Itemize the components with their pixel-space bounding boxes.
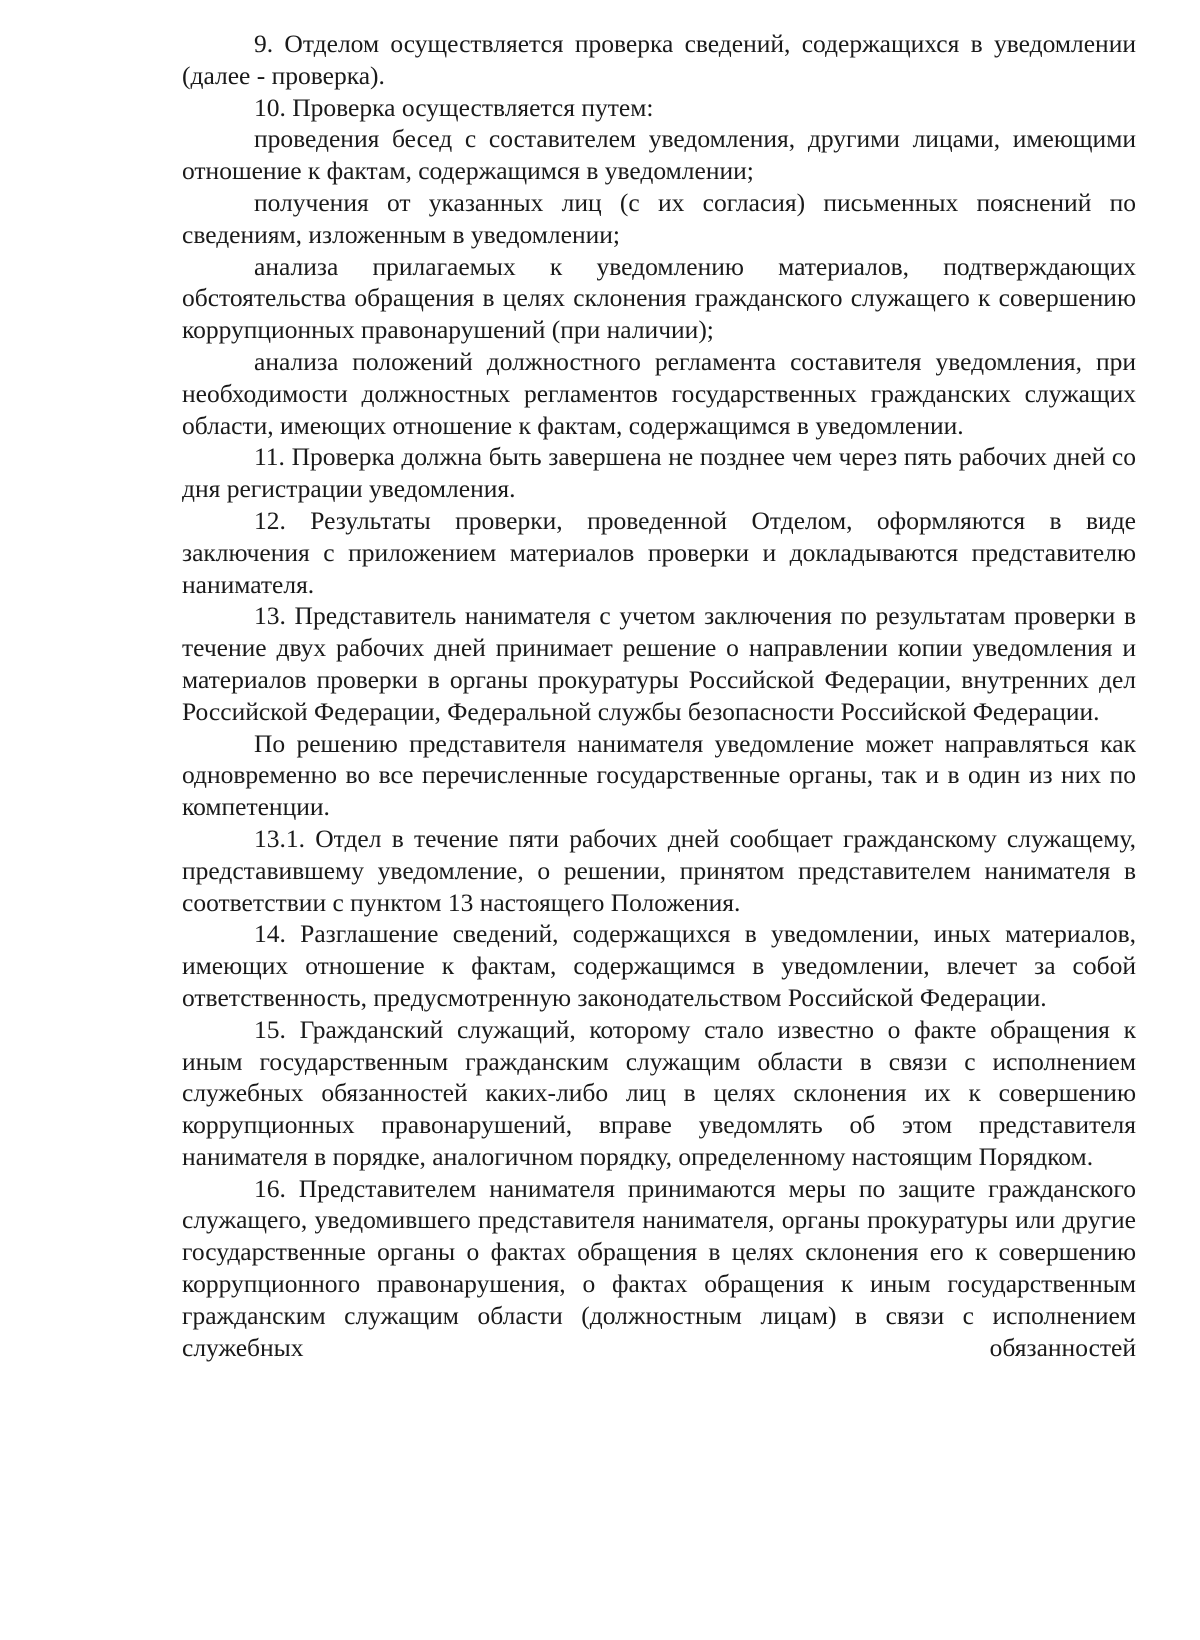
paragraph-13-continuation: По решению представителя нанимателя уведомление может направляться как одновременно во все перечисленные государственные органы, так и в один из них по компетенции.	[182, 728, 1136, 822]
paragraph-11: 11. Проверка должна быть завершена не позднее чем через пять рабочих дней со дня регистрации уведомления.	[182, 442, 1136, 504]
paragraph-15: 15. Гражданский служащий, которому стало известно о факте обращения к иным государственным гражданским служащим области в связи с исполнением служебных обязанностей каких-либо лиц в целях склонения их к совершению коррупционных правонарушений, вправе уведомлять об этом представителя нанимателя в порядке, аналогичном порядку, определенному настоящим Порядком.	[182, 1014, 1136, 1171]
paragraph-10-item-1: проведения бесед с составителем уведомления, другими лицами, имеющими отношение к фактам, содержащимся в уведомлении;	[182, 124, 1136, 186]
paragraph-10-item-3: анализа прилагаемых к уведомлению материалов, подтверждающих обстоятельства обращения в целях склонения гражданского служащего к совершению коррупционных правонарушений (при наличии);	[182, 251, 1136, 345]
document-page	[182, 28, 1136, 1363]
paragraph-13: 13. Представитель нанимателя с учетом заключения по результатам проверки в течение двух рабочих дней принимает решение о направлении копии уведомления и материалов проверки в органы прокуратуры Российской Федерации, внутренних дел Российской Федерации, Федеральной службы безопасности Российской Федерации.	[182, 601, 1136, 726]
paragraph-9: 9. Отделом осуществляется проверка сведений, содержащихся в уведомлении (далее - проверка).	[182, 29, 1136, 90]
paragraph-14: 14. Разглашение сведений, содержащихся в уведомлении, иных материалов, имеющих отношение к фактам, содержащимся в уведомлении, влечет за собой ответственность, предусмотренную законодательством Российской Федерации.	[182, 919, 1136, 1012]
paragraph-10-item-4: анализа положений должностного регламента составителя уведомления, при необходимости должностных регламентов государственных гражданских служащих области, имеющих отношение к фактам, содержащимся в уведомлении.	[182, 346, 1136, 440]
paragraph-13-1: 13.1. Отдел в течение пяти рабочих дней сообщает гражданскому служащему, представившему уведомление, о решении, принятом представителем нанимателя в соответствии с пунктом 13 настоящего Положения.	[182, 823, 1136, 917]
paragraph-10-item-2: получения от указанных лиц (с их согласия) письменных пояснений по сведениям, изложенным в уведомлении;	[182, 187, 1136, 249]
paragraph-16: 16. Представителем нанимателя принимаются меры по защите гражданского служащего, уведомившего представителя нанимателя, органы прокуратуры или другие государственные органы о фактах обращения в целях склонения его к совершению коррупционного правонарушения, о фактах обращения к иным государственным гражданским служащим области (должностным лицам) в связи с исполнением служебных обязанностей	[182, 1173, 1136, 1362]
paragraph-10: 10. Проверка осуществляется путем:	[254, 92, 654, 122]
paragraph-12: 12. Результаты проверки, проведенной Отделом, оформляются в виде заключения с приложением материалов проверки и докладываются представителю нанимателя.	[182, 505, 1136, 599]
